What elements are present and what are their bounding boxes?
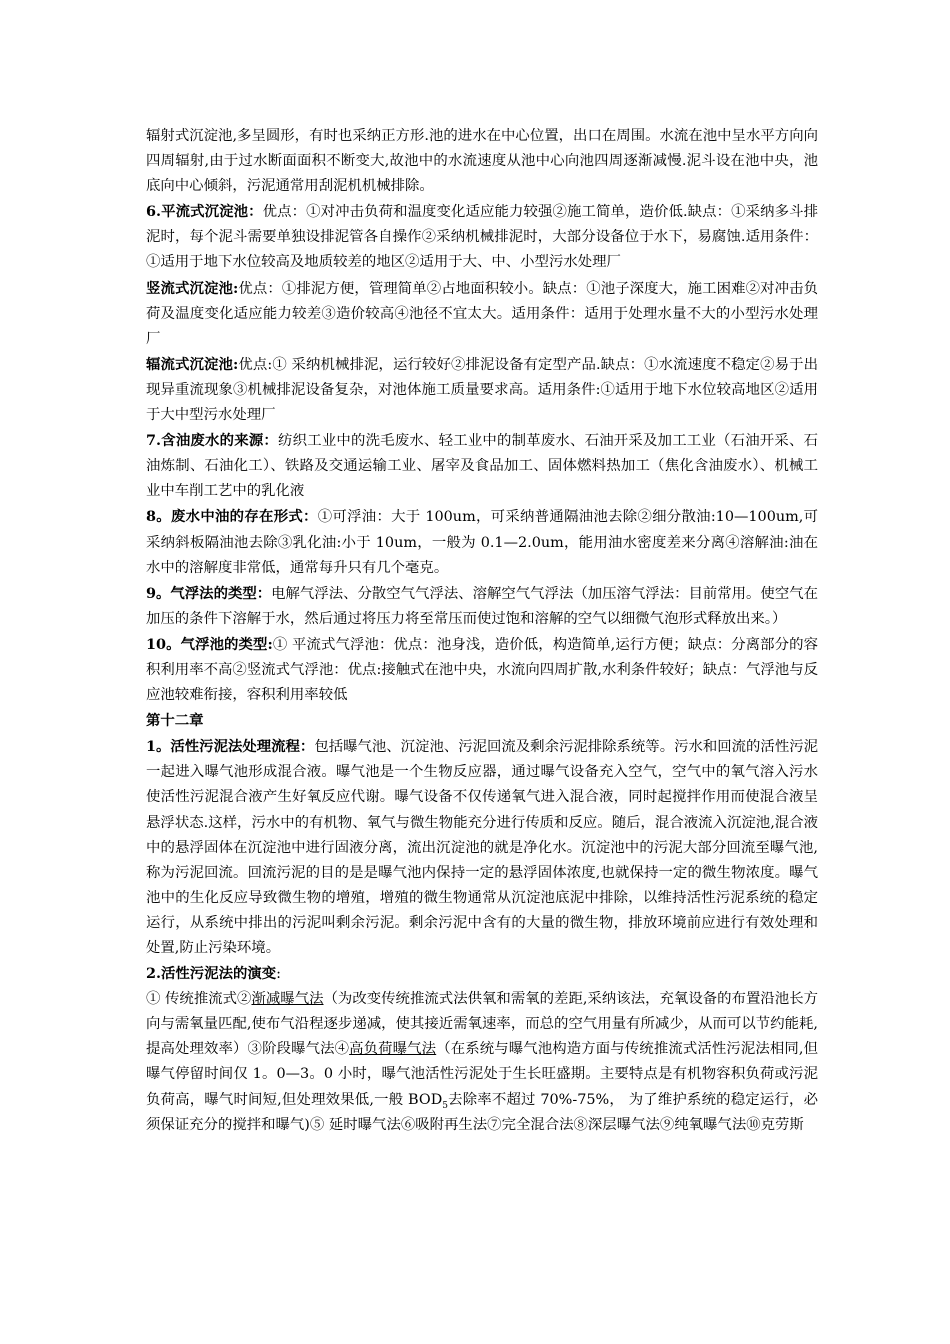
paragraph-flotation-tank-types bbox=[146, 632, 818, 708]
subscript-5: 5 bbox=[442, 1100, 448, 1111]
paragraph-heading: 6.平流式沉淀池： bbox=[146, 203, 263, 221]
paragraph-horizontal-flow-settling-tank bbox=[146, 199, 818, 275]
paragraph-oil-forms-in-wastewater bbox=[146, 504, 818, 580]
paragraph-activated-sludge-process bbox=[146, 734, 818, 961]
paragraph-vertical-flow-settling-tank bbox=[146, 276, 818, 352]
paragraph-heading: 2.活性污泥法的演变 bbox=[146, 965, 277, 983]
text-segment: 去除率不超过 70%-75%， 为了维护系统的稳定运行，必须保证充分的搅拌和曝气)⑤ 延时曝气法⑥吸附再生法⑦完全混合法⑧深层曝气法⑨纯氧曝气法⑩克劳斯 bbox=[146, 1091, 819, 1133]
paragraph-heading: 竖流式沉淀池: bbox=[146, 279, 239, 297]
paragraph-heading: 10。气浮池的类型: bbox=[146, 635, 273, 653]
paragraph-heading: 辐流式沉淀池: bbox=[146, 355, 239, 373]
paragraph-heading-colon: : bbox=[276, 966, 282, 983]
paragraph-text: 优点：①排泥方便，管理简单②占地面积较小。缺点：①池子深度大，施工困难②对冲击负荷及温度变化适应能力较差③造价较高④池径不宜太大。适用条件：适用于处理水量不大的小型污水处理厂 bbox=[146, 280, 818, 347]
paragraph-text: ① 平流式气浮池：优点：池身浅，造价低，构造简单,运行方便；缺点：分离部分的容积利用率不高②竖流式气浮池：优点:接触式在池中央，水流向四周扩散,水利条件较好；缺点：气浮池与反应池较难衔接，容积利用率较低 bbox=[146, 636, 818, 704]
paragraph-text: 包括曝气池、沉淀池、污泥回流及剩余污泥排除系统等。污水和回流的活性污泥一起进入曝气池形成混合液。曝气池是一个生物反应器，通过曝气设备充入空气，空气中的氧气溶入污水使活性污泥混合液产生好氧反应代谢。曝气设备不仅传递氧气进入混合液，同时起搅拌作用而使混合液呈悬浮状态.这样，污水中的有机物、氧气与微生物能充分进行传质和反应。随后，混合液流入沉淀池,混合液中的悬浮固体在沉淀池中进行固液分离，流出沉淀池的就是净化水。沉淀池中的污泥大部分回流至曝气池,称为污泥回流。回流污泥的目的是是曝气池内保持一定的悬浮固体浓度,也就保持一定的微生物浓度。曝气池中的生化反应导致微生物的增殖，增殖的微生物通常从沉淀池底泥中排除，以维持活性污泥系统的稳定运行，从系统中排出的污泥叫剩余污泥。剩余污泥中含有的大量的微生物，排放环境前应进行有效处理和处置,防止污染环境。 bbox=[146, 739, 818, 956]
paragraph-text: 电解气浮法、分散空气气浮法、溶解空气气浮法（加压溶气浮法：目前常用。使空气在加压的条件下溶解于水，然后通过将压力将至常压而使过饱和溶解的空气以细微气泡形式释放出来。） bbox=[146, 585, 818, 627]
paragraph-heading: 1。活性污泥法处理流程： bbox=[146, 738, 315, 756]
paragraph-text: 纺织工业中的洗毛废水、轻工业中的制革废水、石油开采及加工工业（石油开采、石油炼制、石油化工）、铁路及交通运输工业、屠宰及食品加工、固体燃料热加工（焦化含油废水）、机械工业中车削工艺中的乳化液 bbox=[146, 433, 818, 500]
paragraph-heading: 8。废水中油的存在形式： bbox=[146, 508, 318, 526]
paragraph-heading: 7.含油废水的来源： bbox=[146, 432, 279, 450]
paragraph-activated-sludge-variants bbox=[146, 987, 818, 1138]
text-segment: （为改变传统推流式法供氧和需氧的差距,采纳该法，充氧设备的布置沿池长方向与需氧量匹配,使布气沿程逐步递减，使其接近需氧速率，而总的空气用量有所减少，从而可以节约能耗,提高处理效率）③阶段曝气法④ bbox=[146, 991, 818, 1058]
paragraph-radial-settling-description bbox=[146, 124, 818, 199]
underlined-term-tapered-aeration: 渐减曝气法 bbox=[251, 991, 324, 1008]
chapter-heading bbox=[146, 708, 818, 734]
paragraph-text: 优点:① 采纳机械排泥，运行较好②排泥设备有定型产品.缺点：①水流速度不稳定②易于出现异重流现象③机械排泥设备复杂，对池体施工质量要求高。适用条件:①适用于地下水位较高地区②适用于大中型污水处理厂 bbox=[146, 356, 818, 424]
document-page bbox=[146, 124, 818, 1138]
paragraph-heading: 9。气浮法的类型： bbox=[146, 584, 272, 602]
paragraph-text: 辐射式沉淀池,多呈圆形，有时也采纳正方形.池的进水在中心位置，出口在周围。水流在池中呈水平方向向四周辐射,由于过水断面面积不断变大,故池中的水流速度从池中心向池四周逐渐减慢.泥斗设在池中央，池底向中心倾斜，污泥通常用刮泥机机械排除。 bbox=[146, 128, 818, 195]
paragraph-activated-sludge-evolution-heading bbox=[146, 961, 818, 987]
paragraph-text: ①可浮油：大于 100um，可采纳普通隔油池去除②细分散油:10—100um,可采纳斜板隔油池去除③乳化油:小于 10um，一般为 0.1—2.0um，能用油水密度差来分离④溶解油:油在水中的溶解度非常低，通常每升只有几个毫克。 bbox=[146, 509, 819, 576]
chapter-title: 第十二章 bbox=[146, 712, 204, 730]
paragraph-text: 优点：①对冲击负荷和温度变化适应能力较强②施工简单，造价低.缺点：①采纳多斗排泥时，每个泥斗需要单独设排泥管各自操作②采纳机械排泥时，大部分设备位于水下，易腐蚀.适用条件：①适用于地下水位较高及地质较差的地区②适用于大、中、小型污水处理厂 bbox=[146, 204, 819, 271]
paragraph-flotation-method-types bbox=[146, 581, 818, 632]
paragraph-oily-wastewater-sources bbox=[146, 428, 818, 504]
text-segment: ① 传统推流式② bbox=[146, 991, 252, 1008]
underlined-term-high-rate-aeration: 高负荷曝气法 bbox=[349, 1041, 437, 1058]
text-segment: （在系统与曝气池构造方面与传统推流式活性污泥法相同,但曝气停留时间仅 1。0—3。0 小时，曝气池活性污泥处于生长旺盛期。主要特点是有机物容积负荷或污泥负荷高，曝气时间短,但处理效果低,一般 BOD bbox=[146, 1041, 818, 1108]
paragraph-radial-flow-settling-tank bbox=[146, 352, 818, 428]
